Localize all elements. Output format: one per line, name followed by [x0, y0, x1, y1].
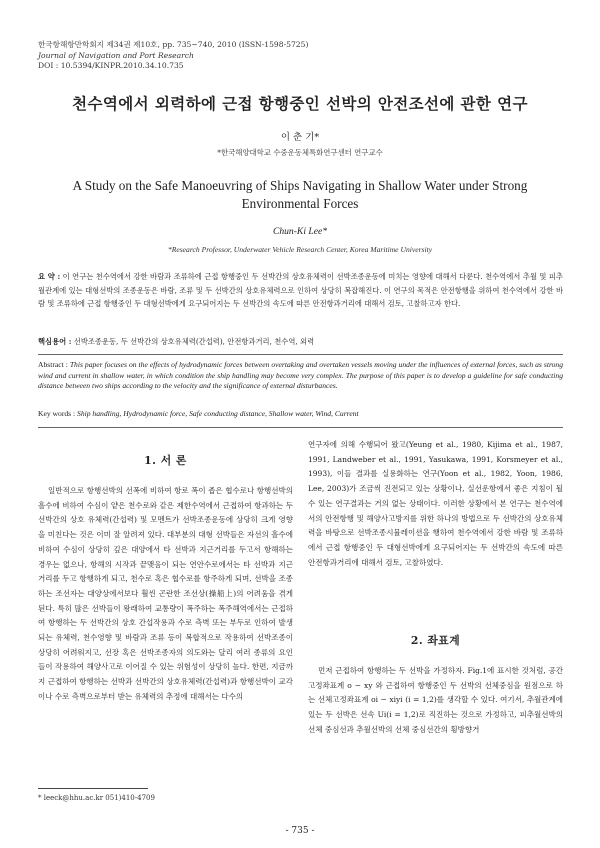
- title-korean: 천수역에서 외력하에 근접 항행중인 선박의 안전조선에 관한 연구: [72, 94, 528, 113]
- abstract-korean-label: 요 약 :: [38, 272, 61, 281]
- journal-citation: 한국항해항만학회지 제34권 제10호, pp. 735~740, 2010 (ISSN-1598-5725): [38, 40, 309, 49]
- abstract-korean-text: 이 연구는 천수역에서 강한 바람과 조류하에 근접 항행중인 두 선박간의 상호유체력이 선박조종운동에 미치는 영향에 대해서 다룬다. 천수역에서 추월 및 피추월관계에 있는 대형선박의 조종운동은 바람, 조류 및 두 선박간의 상호유체력으로 인하여 상당히 복잡해진다. 이 연구의 목적은 안전항행을 위하여 천수역에서 강한 바람 및 조류하에 근접 항행중인 두 대형선박에게 요구되어지는 두 선박간의 속도에 따른 안전항과거리에 대해서 검토, 고찰하고자 한다.: [38, 272, 563, 309]
- section-1-heading: 1. 서 론: [144, 454, 187, 467]
- footnote-email: * leeck@hhu.ac.kr 051)410-4709: [38, 794, 155, 802]
- abstract-english: [38, 360, 563, 392]
- author-english: Chun-Ki Lee*: [272, 226, 328, 237]
- divider-top: [38, 354, 563, 355]
- affiliation-english: *Research Professor, Underwater Vehicle Research Center, Korea Maritime University: [167, 245, 433, 254]
- section-1-body: [38, 484, 293, 705]
- page-number: - 735 -: [285, 826, 315, 836]
- footnote-divider: [38, 788, 148, 789]
- abstract-english-text: This paper focuses on the effects of hydrodynamic forces between overtaking and overtaken vessels moving under the influences of external forces, such as strong wind and current in shallow water, in which condition the ship handling may become very complex. The purpose of this paper is to develop a guideline for safe conducting distance between two ships according to the velocity and the significance of external disturbances.: [38, 360, 564, 391]
- affiliation-korean: *한국해양대학교 수중운동체특화연구센터 연구교수: [217, 148, 383, 157]
- section-1-paragraph: 일반적으로 항행선박의 선폭에 비하여 항로 폭이 좁은 협수로나 항행선박의 흘수에 비하여 수심이 얕은 천수로와 같은 제한수역에서 근접하여 항과하는 두 선박간의 상호 유체력(간섭력) 및 모멘트가 선박조종운동에 상당히 크게 영향을 미친다는 것은 이미 잘 알려져 있다. 대부분의 대형 선박들은 자선의 흘수에 비하여 수심이 상당히 깊은 대양에서 타 선박과 지근거리를 두고서 항해하는 경우는 없으나, 항해의 시작과 끝맺음이 되는 연안수로에서는 타 선박과 지근거리를 두고 항행하게 되고, 천수로 혹은 협수로를 항주하게 되며, 선박을 조종하는 조선자는 대양상에서보다 훨씬 곤란한 조선상(操船上)의 어려움을 겪게 된다. 특히 많은 선박들이 왕래하여 교통량이 폭주하는 폭주해역에서는 근접하여 항행하는 두 선박간의 상호 간섭작용과 수로 측벽 또는 부두로 인하여 발생되는 유체력, 천수영향 및 바람과 조류 등이 복합적으로 작용하여 선박조종이 상당히 어려워지고, 선장 혹은 선박조종자의 의도와는 달리 여러 종류의 요인들이 작용하여 해양사고로 이어질 수 있는 위험성이 상당히 높다. 한편, 지금까지 근접하여 항행하는 선박과 선박간의 상호유체력(간섭력)과 항행선박이 교각이나 수로 측벽으로부터 받는 유체력의 추정에 대해서는 다수의: [38, 486, 293, 701]
- keywords-korean-text: 선박조종운동, 두 선박간의 상호유체력(간섭력), 안전항과거리, 천수역, 외력: [73, 337, 315, 346]
- keywords-english-text: Ship handling, Hydrodynamic force, Safe conducting distance, Shallow water, Wind, Current: [77, 409, 359, 418]
- section-2-paragraph: 먼저 근접하여 항행하는 두 선박을 가정하자. Fig.1에 표시한 것처럼, 공간고정좌표계 o − xy 와 근접하여 항행중인 두 선박의 선체중심을 원점으로 하는 선체고정좌표계 oi − xiyi (i = 1,2)를 생각할 수 있다. 여기서, 추월관계에 있는 두 선박은 선속 Ui(i = 1,2)로 직진하는 것으로 가정하고, 피추월선박의 선체 중심선과 추월선박의 선체 중심선간의 횡방향거: [308, 666, 563, 734]
- abstract-korean: [38, 270, 563, 311]
- section-1-continued: [308, 438, 563, 570]
- keywords-english: [38, 409, 563, 418]
- section-2-body: [308, 664, 563, 738]
- keywords-english-label: Key words :: [38, 409, 76, 418]
- title-english: A Study on the Safe Manoeuvring of Ships Navigating in Shallow Water under Strong Environmental Forces: [72, 178, 528, 211]
- journal-header: [38, 40, 308, 72]
- keywords-korean: [38, 337, 563, 347]
- abstract-english-label: Abstract :: [38, 360, 68, 369]
- author-korean: 이 춘 기*: [280, 132, 320, 143]
- divider-bottom: [38, 427, 563, 428]
- journal-name-en: Journal of Navigation and Port Research: [38, 50, 194, 60]
- section-1-continued-paragraph: 연구자에 의해 수행되어 왔고(Yeung et al., 1980, Kijima et al., 1987, 1991, Landweber et al., 1991, Yasukawa, 1991, Korsmeyer et al., 1993), 이들 결과를 실용화하는 연구(Yoon et al., 1982, Yoon, 1986, Lee, 2003)가 조금씩 진전되고 있는 상황이나, 실선운항에서 좋은 지침이 될 수 있는 연구결과는 거의 없는 상태이다. 이러한 상황에서 본 연구는 천수역에서의 안전항행 및 해양사고방지를 위한 하나의 방법으로 두 선박간의 상호유체력을 바탕으로 선박조종시뮬레이션을 행하여 천수역에서 강한 바람 및 조류하에서 근접 항행중인 두 대형선박에게 요구되어지는 두 선박간의 속도에 따른 안전항과거리에 대해서 검토, 고찰하였다.: [308, 440, 563, 567]
- section-2-heading: 2. 좌표계: [410, 634, 461, 647]
- doi: DOI : 10.5394/KINPR.2010.34.10.735: [38, 61, 184, 70]
- keywords-korean-label: 핵심용어 :: [38, 337, 72, 346]
